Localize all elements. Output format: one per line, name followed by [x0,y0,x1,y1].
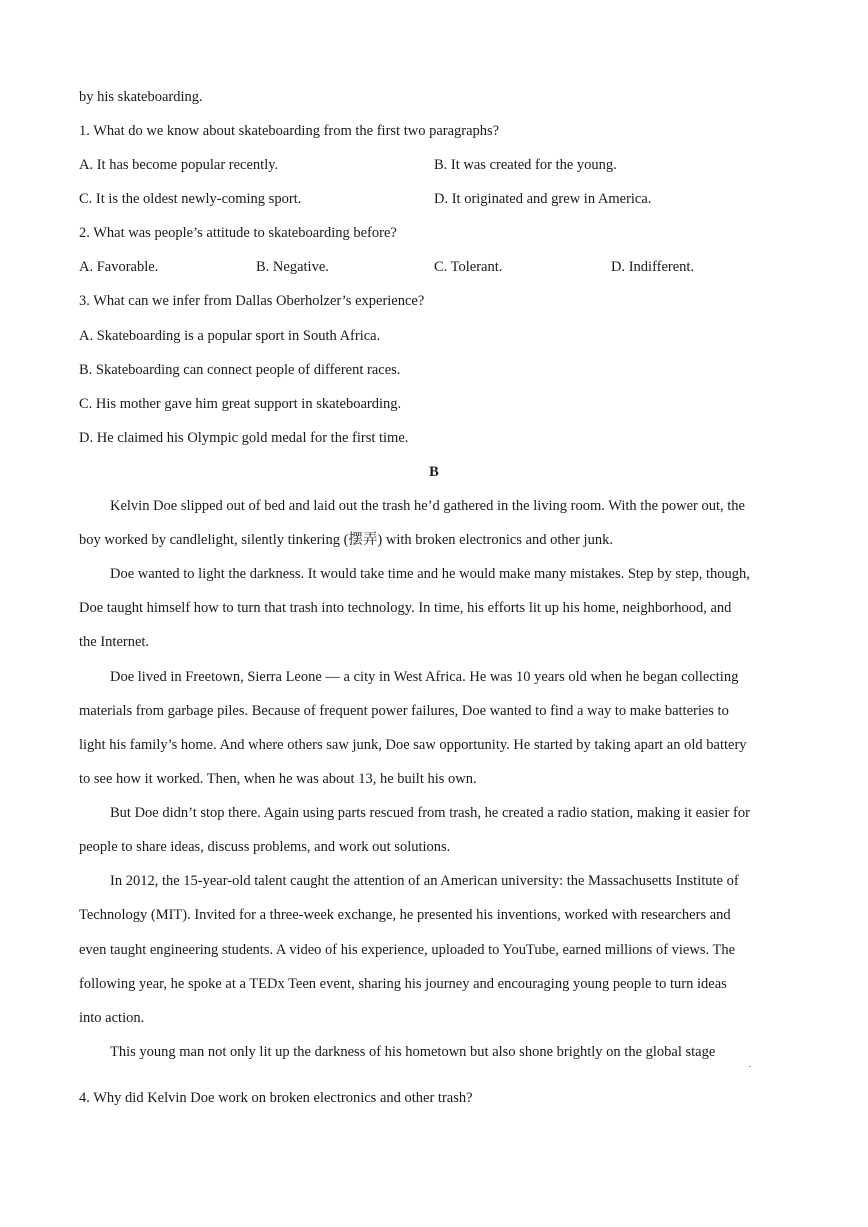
passage-line: In 2012, the 15-year-old talent caught the attention of an American university: the Massachusetts Institute of [110,873,739,889]
question-3-option-d: D. He claimed his Olympic gold medal for the first time. [79,430,409,446]
passage-line: to see how it worked. Then, when he was about 13, he built his own. [79,771,477,787]
passage-line: Kelvin Doe slipped out of bed and laid out the trash he’d gathered in the living room. With the power out, the [110,498,745,514]
passage-line: materials from garbage piles. Because of frequent power failures, Doe wanted to find a way to make batteries to [79,703,729,719]
question-2-option-a: A. Favorable. [79,259,159,275]
question-3-option-b: B. Skateboarding can connect people of different races. [79,362,401,378]
section-heading: B [429,464,439,480]
question-1-option-b: B. It was created for the young. [434,157,617,173]
question-2-option-c: C. Tolerant. [434,259,503,275]
passage-line: light his family’s home. And where others saw junk, Doe saw opportunity. He started by taking apart an old battery [79,737,747,753]
question-2-option-d: D. Indifferent. [611,259,695,275]
passage-line: following year, he spoke at a TEDx Teen event, sharing his journey and encouraging young people to turn ideas [79,976,727,992]
passage-line: even taught engineering students. A video of his experience, uploaded to YouTube, earned millions of views. The [79,942,736,958]
passage-line: Doe taught himself how to turn that trash into technology. In time, his efforts lit up his home, neighborhood, and [79,600,732,616]
continuation-line: by his skateboarding. [79,89,203,105]
question-3-stem: 3. What can we infer from Dallas Oberholzer’s experience? [79,293,425,309]
question-3-option-c: C. His mother gave him great support in skateboarding. [79,396,402,412]
passage-line: Doe lived in Freetown, Sierra Leone — a city in West Africa. He was 10 years old when he began collecting [110,669,739,685]
passage-line: people to share ideas, discuss problems, and work out solutions. [79,839,451,855]
trailing-mark: . [749,1060,751,1069]
question-2-option-b: B. Negative. [256,259,329,275]
question-3-option-a: A. Skateboarding is a popular sport in South Africa. [79,328,381,344]
passage-line: But Doe didn’t stop there. Again using parts rescued from trash, he created a radio station, making it easier for [110,805,750,821]
question-2-stem: 2. What was people’s attitude to skateboarding before? [79,225,397,241]
passage-line: into action. [79,1010,145,1026]
question-1-option-a: A. It has become popular recently. [79,157,279,173]
passage-line: the Internet. [79,634,150,650]
question-1-option-c: C. It is the oldest newly-coming sport. [79,191,302,207]
passage-line: Technology (MIT). Invited for a three-week exchange, he presented his inventions, worked with researchers and [79,907,731,923]
passage-line: Doe wanted to light the darkness. It would take time and he would make many mistakes. Step by step, though, [110,566,750,582]
question-1-option-d: D. It originated and grew in America. [434,191,652,207]
question-4-stem: 4. Why did Kelvin Doe work on broken electronics and other trash? [79,1090,473,1106]
passage-line: boy worked by candlelight, silently tinkering (摆弄) with broken electronics and other junk. [79,532,613,548]
passage-line: This young man not only lit up the darkness of his hometown but also shone brightly on the global stage [110,1044,716,1060]
question-1-stem: 1. What do we know about skateboarding from the first two paragraphs? [79,123,500,139]
